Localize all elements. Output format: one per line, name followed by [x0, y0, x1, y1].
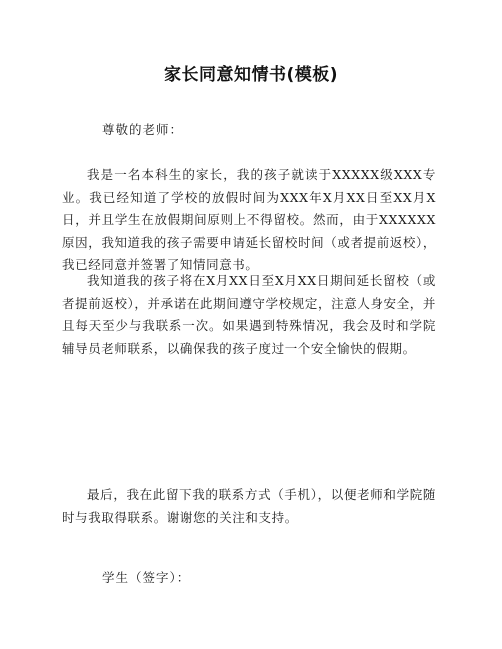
paragraph-intro: 我是一名本科生的家长，我的孩子就读于XXXXX级XXX专业。我已经知道了学校的放假时间为XXX年X月XX日至XX月X日，并且学生在放假期间原则上不得留校。然而，由于XXXXXX原因，我知道我的孩子需要申请延长留校时间（或者提前返校），我已经同意并签署了知情同意书。: [62, 167, 436, 272]
paragraph-closing: 最后，我在此留下我的联系方式（手机），以便老师和学院随时与我取得联系。谢谢您的关注和支持。: [62, 487, 436, 525]
document-title: 家长同意知情书(模板): [163, 65, 339, 85]
signature-label: 学生（签字）：: [102, 570, 191, 585]
paragraph-commitment: 我知道我的孩子将在X月XX日至X月XX日期间延长留校（或者提前返校），并承诺在此期间遵守学校规定，注意人身安全，并且每天至少与我联系一次。如果遇到特殊情况，我会及时和学院辅导员老师联系，以确保我的孩子度过一个安全愉快的假期。: [62, 273, 436, 356]
greeting: 尊敬的老师：: [102, 122, 184, 137]
